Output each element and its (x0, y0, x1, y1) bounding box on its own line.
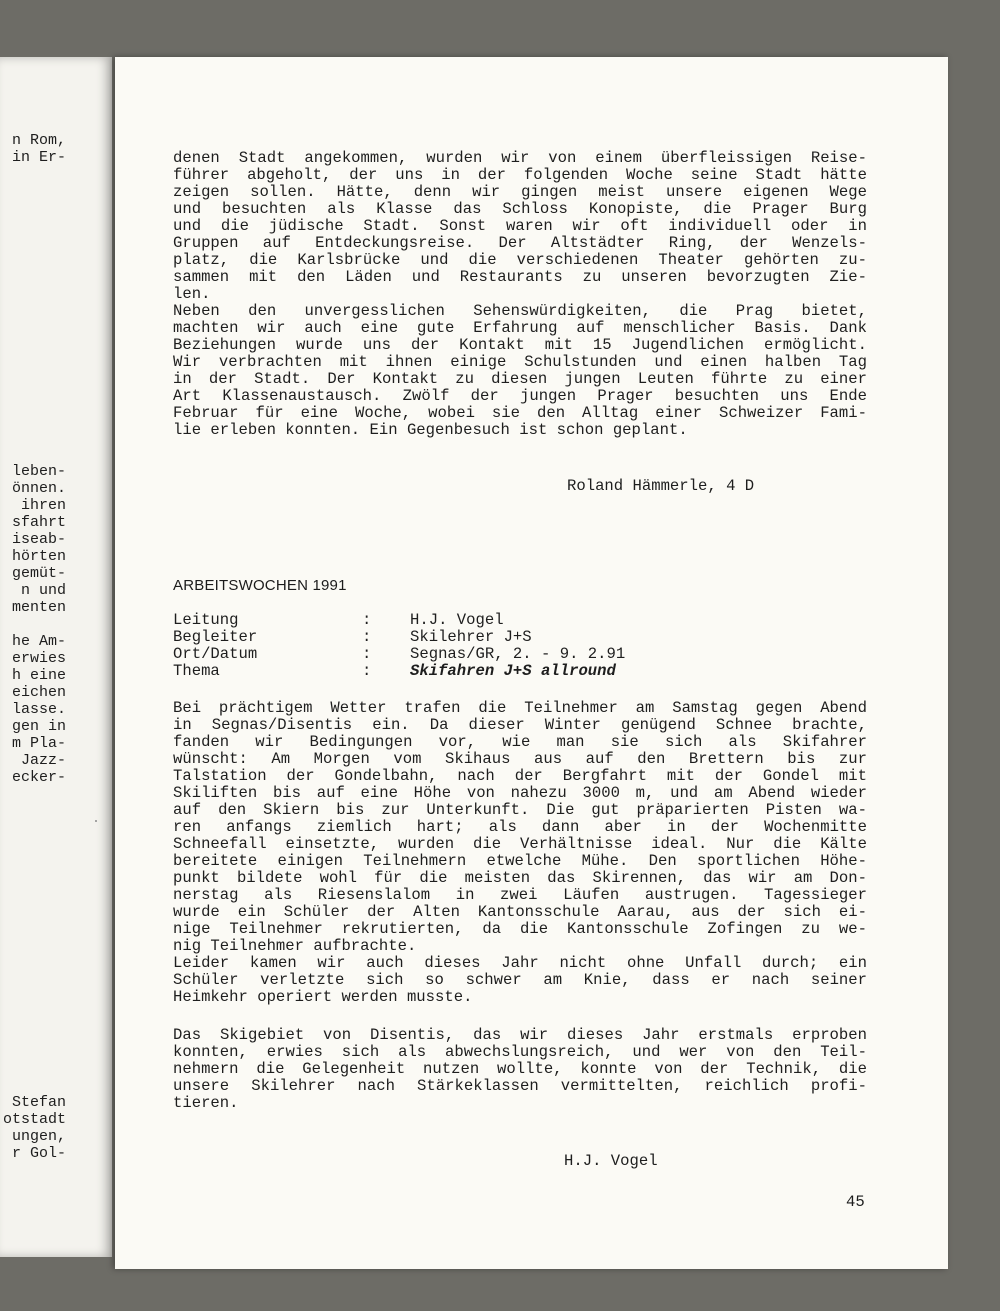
left-fragment: Stefan (11, 1094, 66, 1111)
meta-key: Ort/Datum (173, 645, 258, 663)
text-line: Das Skigebiet von Disentis, das wir dieses Jahr erstmals erproben (173, 1026, 867, 1044)
left-fragment: gemüt- (11, 565, 66, 582)
paragraph-ski-week (173, 700, 867, 1006)
author-signature: Roland Hämmerle, 4 D (567, 477, 755, 495)
text-line: in der Stadt. Der Kontakt zu diesen jungen Leuten führte zu einer (173, 370, 867, 388)
text-line: Skiliften bis auf eine Höhe von nahezu 3000 m, und am Abend wieder (173, 784, 867, 802)
text-line: nerstag als Riesenslalom in zwei Läufen austrugen. Tagessieger (173, 886, 867, 904)
left-fragment: sfahrt (11, 514, 66, 531)
meta-value: Skifahren J+S allround (410, 662, 616, 680)
text-line: machten wir auch eine gute Erfahrung auf menschlicher Basis. Dank (173, 319, 867, 337)
text-line: lie erleben konnten. Ein Gegenbesuch ist schon geplant. (173, 421, 688, 439)
text-line: wurde ein Schüler der Alten Kantonsschule Aarau, aus der sich ei- (173, 903, 867, 921)
meta-value: Segnas/GR, 2. - 9. 2.91 (410, 645, 626, 663)
text-line: Heimkehr operiert werden musste. (173, 988, 473, 1006)
left-fragment: in Er- (11, 149, 66, 166)
paragraph-prague-visit (173, 150, 867, 439)
left-fragment: r Gol- (11, 1145, 66, 1162)
text-line: Art Klassenaustausch. Zwölf der jungen Prager besuchten uns Ende (173, 387, 867, 405)
left-fragment: Jazz- (20, 752, 66, 769)
left-fragment: gen in (11, 718, 66, 735)
left-fragment: lasse. (11, 701, 66, 718)
text-line: und die jüdische Stadt. Sonst waren wir oft individuell oder in (173, 217, 867, 235)
text-line: nig Teilnehmer aufbrachte. (173, 937, 417, 955)
text-line: denen Stadt angekommen, wurden wir von einem überfleissigen Reise- (173, 149, 867, 167)
text-line: Bei prächtigem Wetter trafen die Teilnehmer am Samstag gegen Abend (173, 699, 867, 717)
meta-colon: : (362, 645, 372, 663)
left-fragment: m Pla- (11, 735, 66, 752)
text-line: auf den Skiern bis zur Unterkunft. Die gut präparierten Pisten wa- (173, 801, 867, 819)
text-line: punkt bildete wohl für die meisten das Skirennen, das wir am Don- (173, 869, 867, 887)
text-line: tieren. (173, 1094, 239, 1112)
text-line: unsere Skilehrer nach Stärkeklassen vermittelten, reichlich profi- (173, 1077, 867, 1095)
left-fragment: n und (20, 582, 66, 599)
text-line: Leider kamen wir auch dieses Jahr nicht ohne Unfall durch; ein (173, 954, 867, 972)
text-line: ren anfangs ziemlich hart; als dann aber in der Wochenmitte (173, 818, 867, 836)
text-line: führer abgeholt, der uns in der folgenden Woche seine Stadt hätte (173, 166, 867, 184)
left-fragment: ungen, (11, 1128, 66, 1145)
text-line: platz, die Karlsbrücke und die verschiedenen Theater gehörten zu- (173, 251, 867, 269)
text-line: in Segnas/Disentis ein. Da dieser Winter genügend Schnee brachte, (173, 716, 867, 734)
meta-colon: : (362, 628, 372, 646)
left-fragment: hörten (11, 548, 66, 565)
scan-speck (95, 820, 97, 822)
text-line: Neben den unvergesslichen Sehenswürdigkeiten, die Prag bietet, (173, 302, 867, 320)
left-fragment: leben- (11, 463, 66, 480)
left-fragment: ihren (20, 497, 66, 514)
meta-key: Begleiter (173, 628, 258, 646)
meta-value: Skilehrer J+S (410, 628, 532, 646)
text-line: fanden wir Bedingungen vor, wie man sie sich als Skifahrer (173, 733, 867, 751)
meta-colon: : (362, 662, 372, 680)
text-line: Schneefall einsetzte, wurden die Verhältnisse ideal. Nur die Kälte (173, 835, 867, 853)
left-fragment: erwies (11, 650, 66, 667)
meta-key: Thema (173, 662, 220, 680)
left-fragment: menten (11, 599, 66, 616)
text-line: Februar für eine Woche, wobei sie den Alltag einer Schweizer Fami- (173, 404, 867, 422)
text-line: zeigen sollen. Hätte, denn wir gingen meist unsere eigenen Wege (173, 183, 867, 201)
left-fragment: eichen (11, 684, 66, 701)
text-line: sammen mit den Läden und Restaurants zu unseren bevorzugten Zie- (173, 268, 867, 286)
text-line: Wir verbrachten mit ihnen einige Schulstunden und einen halben Tag (173, 353, 867, 371)
text-line: wünscht: Am Morgen vom Skihaus aus auf den Brettern bis zur (173, 750, 867, 768)
text-line: bereitete einigen Teilnehmern etwelche Mühe. Den sportlichen Höhe- (173, 852, 867, 870)
author-signature: H.J. Vogel (564, 1152, 658, 1170)
text-line: len. (173, 285, 211, 303)
paragraph-ski-area (173, 1027, 867, 1112)
left-fragment: n Rom, (11, 132, 66, 149)
text-line: Schüler verletzte sich so schwer am Knie, dass er nach seiner (173, 971, 867, 989)
meta-value: H.J. Vogel (410, 611, 504, 629)
left-fragment: otstadt (2, 1111, 66, 1128)
section-heading: ARBEITSWOCHEN 1991 (173, 577, 347, 594)
text-line: Talstation der Gondelbahn, nach der Bergfahrt mit der Gondel mit (173, 767, 867, 785)
left-fragment: iseab- (11, 531, 66, 548)
text-line: nehmern die Gelegenheit nutzen wollte, konnte von der Technik, die (173, 1060, 867, 1078)
left-fragment: h eine (11, 667, 66, 684)
text-line: konnten, erwies sich als abwechslungsreich, und wer von den Teil- (173, 1043, 867, 1061)
text-line: Beziehungen wurde uns der Kontakt mit 15 Jugendlichen ermöglicht. (173, 336, 867, 354)
page-number: 45 (846, 1193, 865, 1211)
text-line: nige Teilnehmer rekrutierten, da die Kantonsschule Zofingen zu we- (173, 920, 867, 938)
meta-key: Leitung (173, 611, 239, 629)
meta-colon: : (362, 611, 372, 629)
previous-page-edge (0, 57, 112, 1257)
left-fragment: ecker- (11, 769, 66, 786)
text-line: Gruppen auf Entdeckungsreise. Der Altstädter Ring, der Wenzels- (173, 234, 867, 252)
document-page (115, 57, 948, 1269)
left-fragment: he Am- (11, 633, 66, 650)
left-fragment: önnen. (11, 480, 66, 497)
text-line: und besuchten als Klasse das Schloss Konopiste, die Prager Burg (173, 200, 867, 218)
